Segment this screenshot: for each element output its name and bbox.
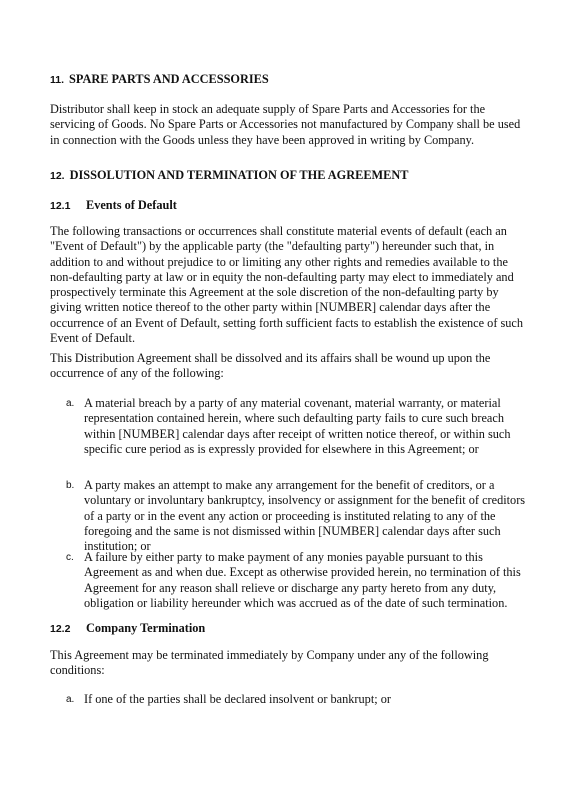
section-12-heading xyxy=(50,168,408,184)
list-item-marker: a. xyxy=(66,694,75,705)
list-item-marker: c. xyxy=(66,552,74,563)
list-item-text: A failure by either party to make payment of any monies payable pursuant to this Agreement as and when due. Except as otherwise provided herein, no termination of this Agreement for any reason shall relieve or discharge any party hereto from any duty, obligation or liability hereunder which was accrued as of the date of such termination. xyxy=(84,550,521,610)
subsection-12-1-title: Events of Default xyxy=(86,198,177,212)
list-item-text: If one of the parties shall be declared insolvent or bankrupt; or xyxy=(84,692,391,706)
section-11-title: SPARE PARTS AND ACCESSORIES xyxy=(69,72,269,86)
list-item-marker: a. xyxy=(66,398,75,409)
section-11-number: 11. xyxy=(50,74,65,86)
section-11-heading xyxy=(50,72,269,88)
subsection-12-1-heading xyxy=(50,198,177,214)
subsection-12-2-title: Company Termination xyxy=(86,621,206,635)
subsection-12-2-heading xyxy=(50,621,205,637)
section-12-number: 12. xyxy=(50,170,65,182)
subsection-12-2-number: 12.2 xyxy=(50,623,71,635)
list-item-marker: b. xyxy=(66,480,75,491)
dissolution-paragraph: This Distribution Agreement shall be dissolved and its affairs shall be wound up upon the occurrence of any of the following: xyxy=(50,351,491,381)
list-item-text: A material breach by a party of any material covenant, material warranty, or material representation contained herein, where such defaulting party fails to cure such breach within [NUMBER] calendar days after receipt of written notice thereof, or within such specific cure period as is expressly provided for elsewhere in this Agreement; or xyxy=(84,396,511,456)
list-item-text: A party makes an attempt to make any arrangement for the benefit of creditors, or a voluntary or involuntary bankruptcy, insolvency or assignment for the benefit of creditors of a party or in the event any action or proceeding is instituted relating to any of the foregoing and the same is not dismissed within [NUMBER] calendar days after such institution; or xyxy=(84,478,526,554)
events-of-default-paragraph: The following transactions or occurrences shall constitute material events of default (each an "Event of Default") by the applicable party (the "defaulting party") hereunder such that, in addition to and without prejudice to or limiting any other rights and remedies available to the non-defaulting party at law or in equity the non-defaulting party may elect to immediately and prospectively terminate this Agreement at the sole discretion of the non-defaulting party by giving written notice thereof to the other party within [NUMBER] calendar days after the occurrence of an Event of Default, setting forth sufficient facts to establish the existence of such Event of Default. xyxy=(50,224,524,346)
subsection-12-1-number: 12.1 xyxy=(50,200,71,212)
section-12-title: DISSOLUTION AND TERMINATION OF THE AGREEMENT xyxy=(69,168,409,182)
company-termination-paragraph: This Agreement may be terminated immediately by Company under any of the following conditions: xyxy=(50,648,489,678)
section-11-body: Distributor shall keep in stock an adequate supply of Spare Parts and Accessories for the servicing of Goods. No Spare Parts or Accessories not manufactured by Company shall be used in connection with the Goods unless they have been approved in writing by Company. xyxy=(50,102,521,147)
